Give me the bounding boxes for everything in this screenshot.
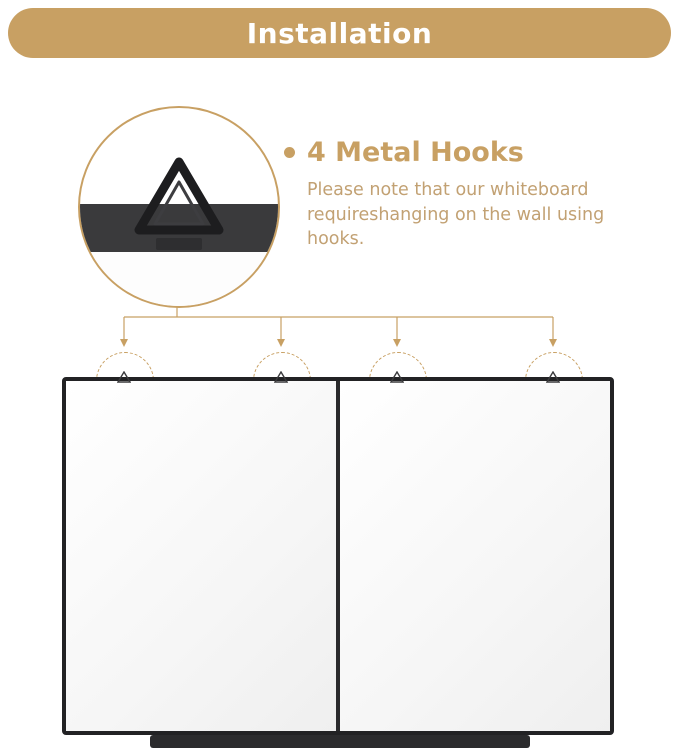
board-bottom-edge xyxy=(150,735,530,748)
callout-body-text: Please note that our whiteboard requireshanging on the wall using hooks. xyxy=(307,179,605,250)
triangle-hook-icon xyxy=(131,152,227,244)
hook-closeup-magnifier xyxy=(78,106,280,308)
whiteboard-panel-left xyxy=(66,381,338,731)
triangle-hook-icon-3 xyxy=(390,371,404,383)
triangle-hook-icon-1 xyxy=(117,371,131,383)
whiteboard-panel-right xyxy=(338,381,610,731)
whiteboard-product xyxy=(62,377,614,735)
triangle-hook-icon-4 xyxy=(546,371,560,383)
callout-heading: 4 Metal Hooks xyxy=(307,137,524,168)
board-surface-closeup xyxy=(80,252,278,306)
page-title: Installation xyxy=(246,16,433,50)
callout-block xyxy=(284,138,632,252)
bullet-dot-icon xyxy=(284,147,295,158)
triangle-hook-icon-2 xyxy=(274,371,288,383)
hook-mount-plate xyxy=(156,238,202,250)
header-banner xyxy=(8,8,671,58)
callout-heading-row xyxy=(284,138,632,168)
